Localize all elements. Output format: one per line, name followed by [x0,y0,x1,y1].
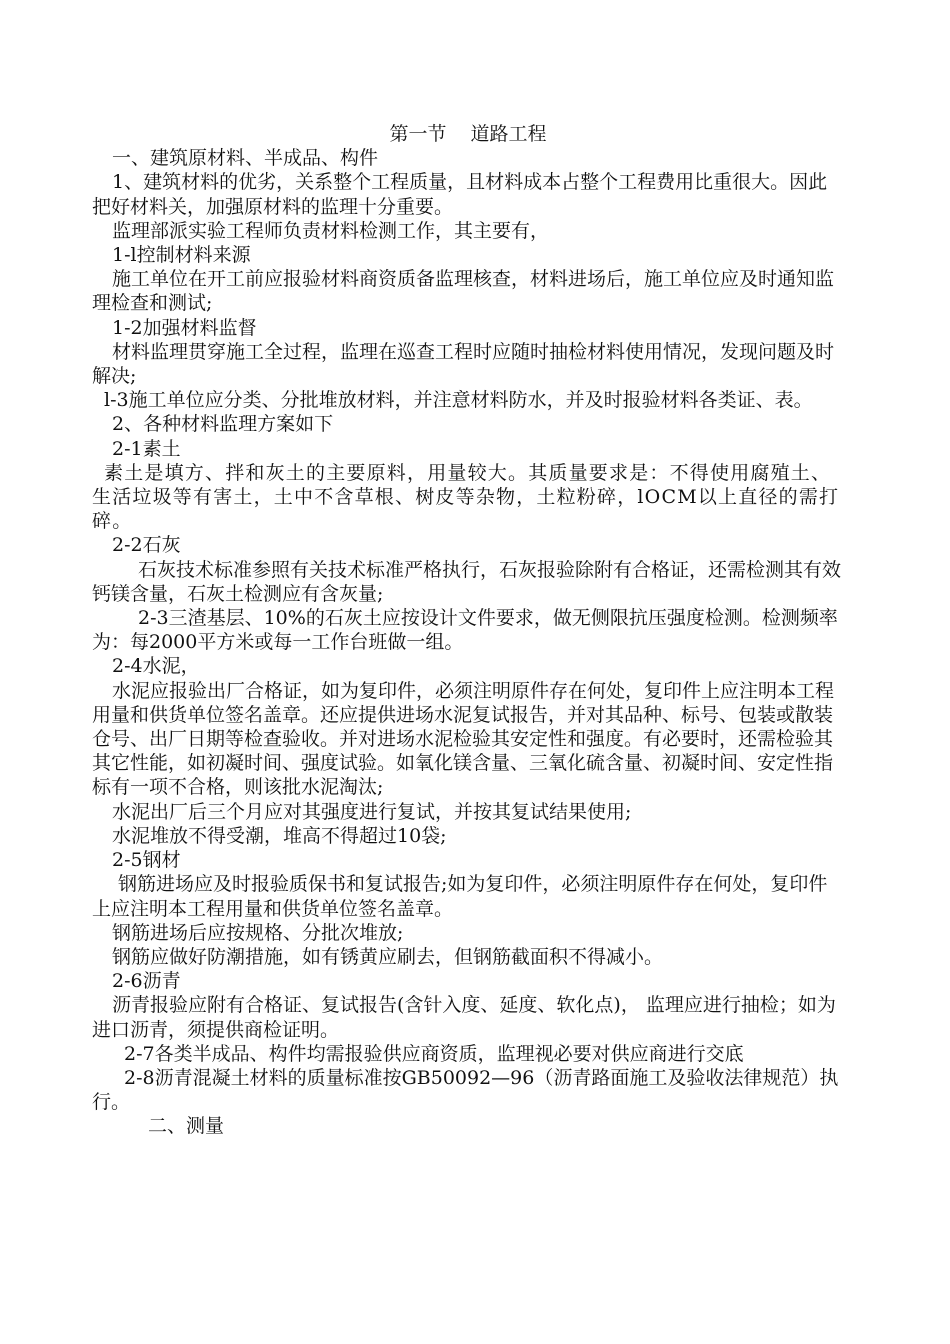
paragraph: 水泥应报验出厂合格证，如为复印件，必须注明原件存在何处，复印件上应注明本工程用量和供货单位签名盖章。还应提供进场水泥复试报告，并对其品种、标号、包装或散装仓号、出厂日期等检查验收。并对进场水泥检验其安定性和强度。有必要时，还需检验其其它性能，如初凝时间、强度试验。如氧化镁含量、三氧化硫含量、初凝时间、安定性指标有一项不合格，则该批水泥淘汰; [92,679,835,799]
paragraph: 2-8沥青混凝土材料的质量标准按GB50092—96（沥青路面施工及验收法律规范）执行。 [92,1066,839,1114]
paragraph: 1、建筑材料的优劣，关系整个工程质量，且材料成本占整个工程费用比重很大。因此把好材料关，加强原材料的监理十分重要。 [92,171,828,218]
paragraph: 沥青报验应附有合格证、复试报告(含针入度、延度、软化点)， 监理应进行抽检；如为进口沥青，须提供商检证明。 [92,994,836,1041]
section-title [92,122,844,146]
subheading: 2-4水泥， [112,655,200,678]
paragraph: 钢筋进场后应按规格、分批次堆放; [112,921,404,944]
subheading: 1-l控制材料来源 [112,244,251,267]
paragraph: 材料监理贯穿施工全过程，监理在巡查工程时应随时抽检材料使用情况，发现问题及时解决; [92,340,835,388]
section-number: 第一节 [389,123,447,145]
paragraph: 石灰技术标准参照有关技术标准严格执行，石灰报验除附有合格证，还需检测其有效钙镁含量，石灰土检测应有含灰量; [92,558,842,605]
paragraph: 水泥堆放不得受潮，堆高不得超过10袋; [112,824,447,847]
document-body [92,122,844,1139]
paragraph: 钢筋进场应及时报验质保书和复试报告;如为复印件，必须注明原件存在何处，复印件上应注明本工程用量和供货单位签名盖章。 [92,873,828,920]
subheading: 1-2加强材料监督 [112,316,257,339]
paragraph: 施工单位在开工前应报验材料商资质备监理核查，材料进场后，施工单位应及时通知监理检查和测试; [92,268,835,315]
subheading: 2-5钢材 [112,849,181,872]
paragraph: l-3施工单位应分类、分批堆放材料，并注意材料防水，并及时报验材料各类证、表。 [104,389,813,412]
heading-surveying: 二、测量 [148,1115,225,1138]
subheading: 2-6沥青 [112,970,181,993]
paragraph: 水泥出厂后三个月应对其强度进行复试，并按其复试结果使用; [112,800,632,823]
paragraph: 2-7各类半成品、构件均需报验供应商资质，监理视必要对供应商进行交底 [124,1042,744,1065]
paragraph: 2-3三渣基层、10%的石灰土应按设计文件要求，做无侧限抗压强度检测。检测频率为：每2000平方米或每一工作台班做一组。 [92,607,838,654]
subheading: 2、各种材料监理方案如下 [112,413,334,436]
paragraph: 钢筋应做好防潮措施，如有锈黄应刷去，但钢筋截面积不得减小。 [112,945,664,968]
heading-raw-materials: 一、建筑原材料、半成品、构件 [112,147,379,170]
subheading: 2-2石灰 [112,534,181,557]
section-name: 道路工程 [470,123,547,145]
paragraph: 监理部派实验工程师负责材料检测工作，其主要有， [112,219,550,242]
paragraph: 素土是填方、拌和灰土的主要原料，用量较大。其质量要求是：不得使用腐殖土、生活垃圾等有害土，土中不含草根、树皮等杂物，土粒粉碎，lOCM以上直径的需打碎。 [92,461,840,533]
subheading: 2-1素土 [112,437,181,460]
